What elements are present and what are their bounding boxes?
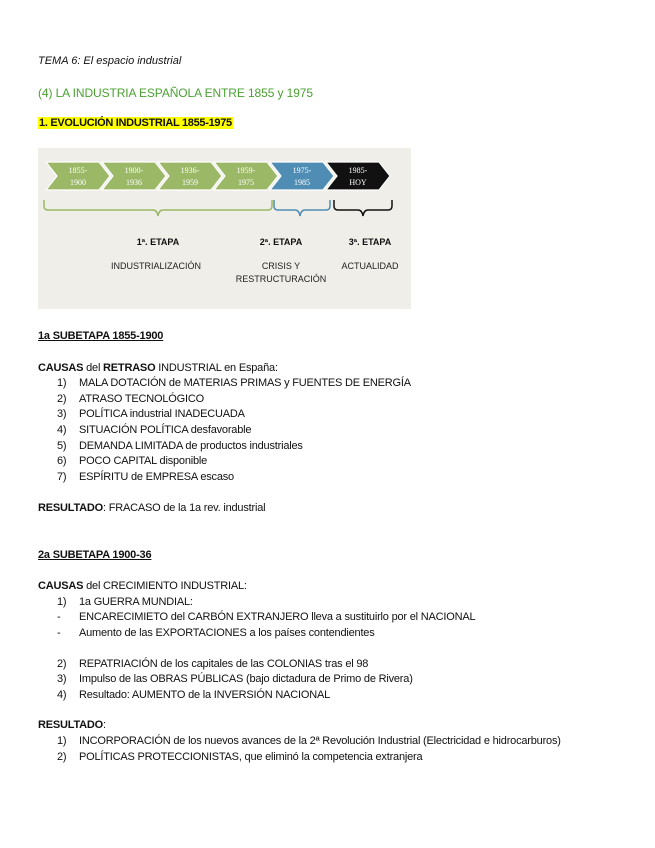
sub2-resultado-suffix: : [103, 719, 106, 731]
document-subtitle: (4) LA INDUSTRIA ESPAÑOLA ENTRE 1855 y 1975 [38, 86, 313, 100]
arrow-6-label-a: 1985- [348, 166, 368, 175]
sub1-resultado-label: RESULTADO [38, 502, 104, 514]
arrow-4-label-b: 1975 [238, 178, 254, 187]
sub1-causas-mid: del [83, 362, 104, 374]
arrow-3-label-a: 1936- [180, 166, 200, 175]
arrow-2-label-a: 1900- [124, 166, 144, 175]
document-topic: TEMA 6: El espacio industrial [38, 55, 182, 67]
sub2-causas-line [38, 580, 247, 592]
list-item: - ENCARECIMIETO del CARBÓN EXTRANJERO lleva a sustituirlo por el NACIONAL [57, 611, 476, 623]
arrow-4-label-a: 1959- [236, 166, 256, 175]
subetapa-2-title: 2a SUBETAPA 1900-36 [38, 549, 152, 561]
list-item: 4) Resultado: AUMENTO de la INVERSIÓN NACIONAL [57, 689, 331, 701]
list-item: 5) DEMANDA LIMITADA de productos industriales [57, 440, 303, 452]
list-item: 3) Impulso de las OBRAS PÚBLICAS (bajo dictadura de Primo de Rivera) [57, 673, 413, 685]
list-item: 2) REPATRIACIÓN de los capitales de las COLONIAS tras el 98 [57, 658, 369, 670]
arrow-6-label-b: HOY [349, 178, 367, 187]
stage-3-title: 3ª. ETAPA [348, 237, 392, 247]
stage-2-title: 2ª. ETAPA [259, 237, 303, 247]
sub1-causas-line [38, 362, 278, 374]
sub2-resultado-line [38, 719, 106, 731]
stage-1-desc: INDUSTRIALIZACIÓN [110, 261, 202, 271]
stage-2-desc-a: CRISIS Y [261, 261, 301, 271]
sub1-causas-suffix: INDUSTRIAL en España: [155, 362, 278, 374]
list-item: 7) ESPÍRITU de EMPRESA escaso [57, 471, 234, 483]
arrow-2-label-b: 1936 [126, 178, 142, 187]
sub1-causas-label: CAUSAS [38, 362, 84, 374]
sub2-resultado-label: RESULTADO [38, 719, 104, 731]
list-item: 4) SITUACIÓN POLÍTICA desfavorable [57, 424, 252, 436]
stage-1-title: 1ª. ETAPA [136, 237, 180, 247]
arrow-1-label-b: 1900 [70, 178, 86, 187]
list-item: 1) 1a GUERRA MUNDIAL: [57, 596, 193, 608]
arrow-1-label-a: 1855- [68, 166, 88, 175]
sub2-causas-suffix: del CRECIMIENTO INDUSTRIAL: [83, 580, 247, 592]
list-item: 3) POLÍTICA industrial INADECUADA [57, 408, 245, 420]
subetapa-1-title: 1a SUBETAPA 1855-1900 [38, 330, 164, 342]
sub1-causas-bold: RETRASO [103, 362, 156, 374]
list-item: 2) ATRASO TECNOLÓGICO [57, 393, 204, 405]
stage-3-desc: ACTUALIDAD [341, 261, 399, 271]
sub1-resultado-line [38, 502, 265, 514]
arrow-5-label-a: 1975- [292, 166, 312, 175]
arrow-3-label-b: 1959 [182, 178, 198, 187]
stage-2-desc-b: RESTRUCTURACIÓN [235, 274, 327, 284]
list-item: - Aumento de las EXPORTACIONES a los países contendientes [57, 627, 375, 639]
sub1-resultado-text: : FRACASO de la 1a rev. industrial [103, 502, 266, 514]
section-title: 1. EVOLUCIÓN INDUSTRIAL 1855-1975 [39, 117, 232, 129]
list-item: 1) INCORPORACIÓN de los nuevos avances de la 2ª Revolución Industrial (Electricidad e hidrocarburos) [57, 735, 561, 747]
sub2-causas-label: CAUSAS [38, 580, 84, 592]
list-item: 6) POCO CAPITAL disponible [57, 455, 208, 467]
list-item: 1) MALA DOTACIÓN de MATERIAS PRIMAS y FUENTES DE ENERGÍA [57, 377, 411, 389]
list-item: 2) POLÍTICAS PROTECCIONISTAS, que eliminó la competencia extranjera [57, 751, 423, 763]
timeline-diagram [38, 148, 411, 309]
arrow-5-label-b: 1985 [294, 178, 310, 187]
